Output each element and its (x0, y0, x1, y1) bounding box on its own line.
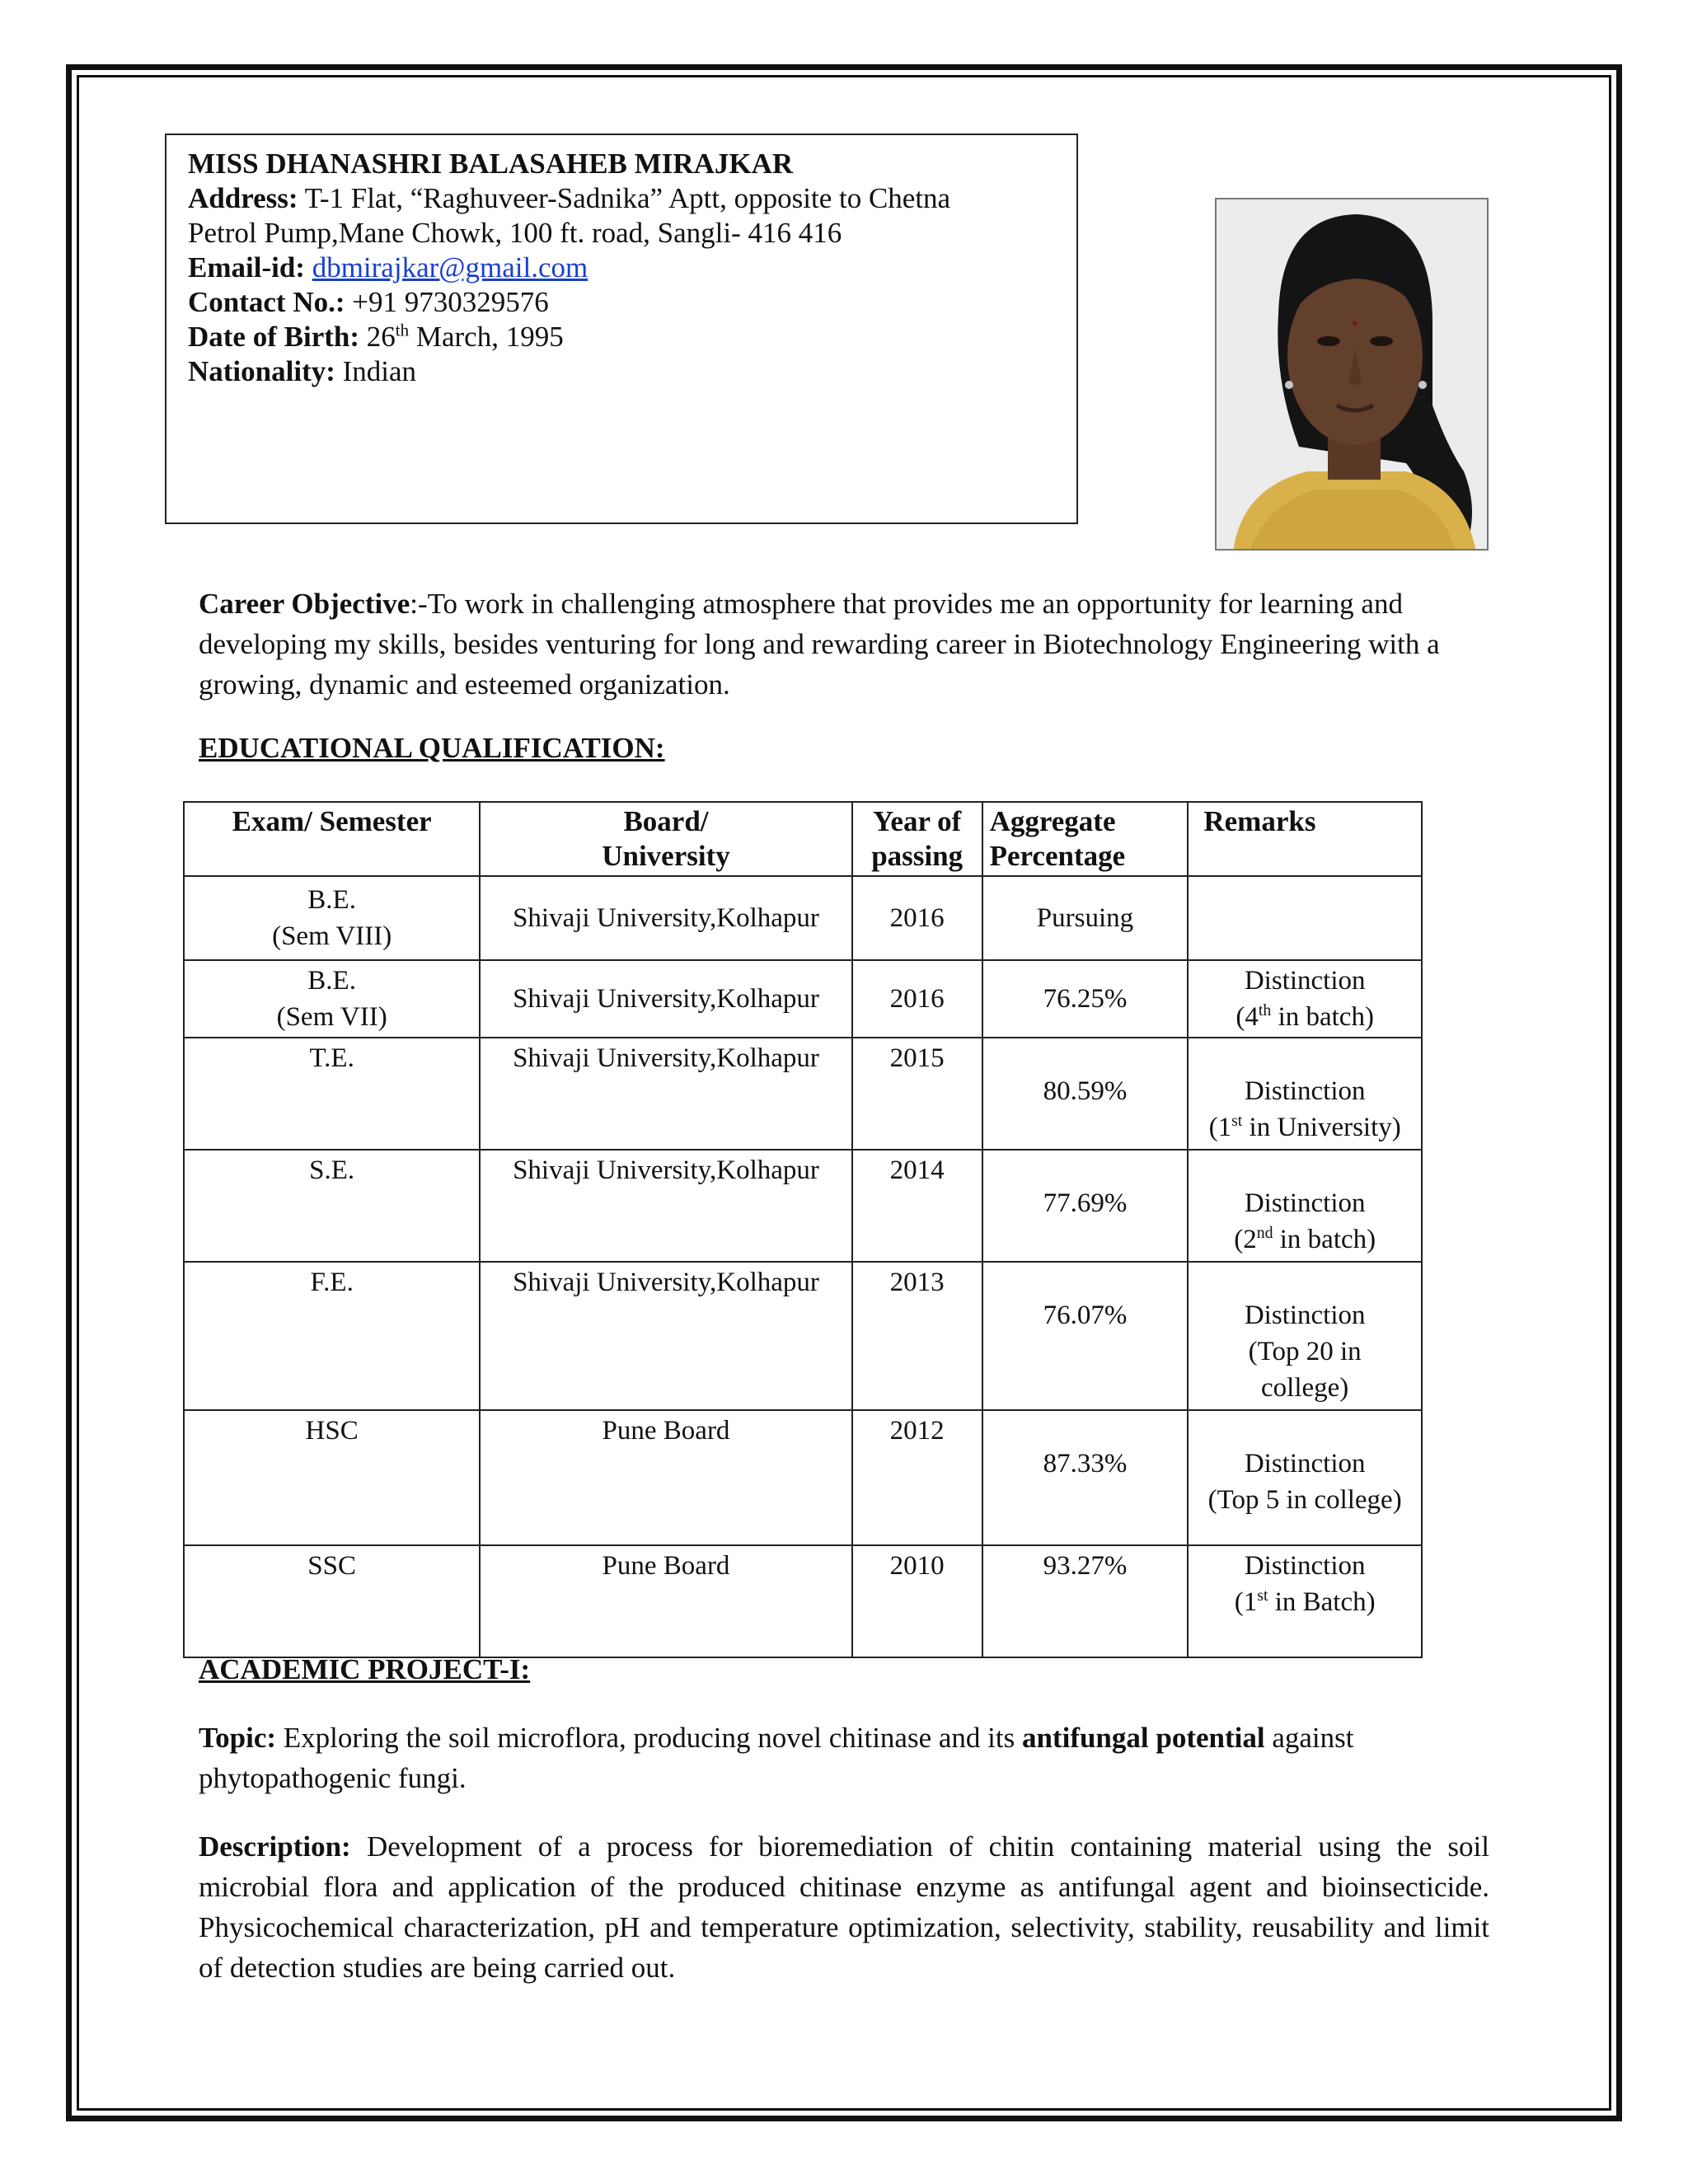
table-row (184, 1150, 1422, 1262)
dob-suffix: th (395, 320, 410, 340)
candidate-name: MISS DHANASHRI BALASAHEB MIRAJKAR (188, 148, 794, 180)
year-cell: 2014 (852, 1150, 982, 1262)
address-value: T-1 Flat, “Raghuveer-Sadnika” Aptt, opposite to Chetna (304, 182, 951, 214)
topic-label: Topic: (199, 1722, 277, 1754)
career-objective (199, 583, 1493, 705)
education-table (183, 801, 1423, 1658)
contact-row (188, 285, 1055, 320)
header-board: Board/ University (480, 802, 851, 876)
year-cell: 2010 (852, 1545, 982, 1657)
email-row (188, 251, 1055, 285)
exam-cell: B.E. (Sem VII) (184, 960, 480, 1038)
remarks-cell (1188, 876, 1422, 960)
address-line-1 (188, 181, 1055, 216)
project-heading: ACADEMIC PROJECT-I: (199, 1653, 531, 1685)
header-year: Year of passing (852, 802, 982, 876)
dob-row (188, 320, 1055, 354)
contact-label: Contact No.: (188, 286, 345, 318)
board-cell: Pune Board (480, 1545, 851, 1657)
profile-photo (1215, 198, 1489, 551)
dob-rest: March, 1995 (415, 321, 564, 353)
exam-cell: S.E. (184, 1150, 480, 1262)
project-description (199, 1826, 1489, 1988)
board-cell: Shivaji University,Kolhapur (480, 1262, 851, 1410)
portrait-illustration (1217, 199, 1489, 551)
table-row (184, 1038, 1422, 1150)
contact-value: +91 9730329576 (352, 286, 549, 318)
education-heading: EDUCATIONAL QUALIFICATION: (199, 732, 665, 764)
percentage-cell: 76.25% (982, 960, 1189, 1038)
board-cell: Pune Board (480, 1410, 851, 1545)
contact-box (165, 134, 1078, 524)
table-header-row (184, 802, 1422, 876)
address-line-2: Petrol Pump,Mane Chowk, 100 ft. road, Sangli- 416 416 (188, 217, 842, 249)
table-row (184, 1262, 1422, 1410)
board-cell: Shivaji University,Kolhapur (480, 1150, 851, 1262)
career-objective-label: Career Objective (199, 588, 410, 620)
nationality-value: Indian (342, 355, 417, 387)
nationality-row (188, 354, 1055, 389)
header-remarks: Remarks (1188, 802, 1422, 876)
remarks-cell: Distinction (Top 20 in college) (1188, 1262, 1422, 1410)
remarks-cell: Distinction (Top 5 in college) (1188, 1410, 1422, 1545)
exam-cell: F.E. (184, 1262, 480, 1410)
email-label: Email-id: (188, 251, 305, 284)
topic-text-2: against phytopathogenic fungi. (199, 1722, 1354, 1794)
year-cell: 2013 (852, 1262, 982, 1410)
percentage-cell: 77.69% (982, 1150, 1189, 1262)
email-link[interactable]: dbmirajkar@gmail.com (312, 251, 588, 284)
exam-cell: HSC (184, 1410, 480, 1545)
exam-cell: B.E. (Sem VIII) (184, 876, 480, 960)
topic-text-1: Exploring the soil microflora, producing novel chitinase and its (283, 1722, 1015, 1754)
percentage-cell: 87.33% (982, 1410, 1189, 1545)
remarks-cell: Distinction (2nd in batch) (1188, 1150, 1422, 1262)
board-cell: Shivaji University,Kolhapur (480, 876, 851, 960)
topic-bold: antifungal potential (1021, 1722, 1265, 1754)
year-cell: 2016 (852, 876, 982, 960)
board-cell: Shivaji University,Kolhapur (480, 1038, 851, 1150)
description-label: Description: (199, 1830, 351, 1863)
nationality-label: Nationality: (188, 355, 335, 387)
percentage-cell: 80.59% (982, 1038, 1189, 1150)
board-cell: Shivaji University,Kolhapur (480, 960, 851, 1038)
dob-label: Date of Birth: (188, 321, 360, 353)
exam-cell: SSC (184, 1545, 480, 1657)
table-row (184, 960, 1422, 1038)
career-objective-text: :-To work in challenging atmosphere that provides me an opportunity for learning and developing my skills, besides venturing for long and rewarding career in Biotechnology Engineering with a growing, dynamic and esteemed organization. (199, 588, 1440, 701)
dob-day: 26 (366, 321, 396, 353)
header-exam: Exam/ Semester (184, 802, 480, 876)
percentage-cell: 76.07% (982, 1262, 1189, 1410)
year-cell: 2012 (852, 1410, 982, 1545)
year-cell: 2016 (852, 960, 982, 1038)
exam-cell: T.E. (184, 1038, 480, 1150)
percentage-cell: Pursuing (982, 876, 1189, 960)
address-label: Address: (188, 182, 298, 214)
table-row (184, 1545, 1422, 1657)
year-cell: 2015 (852, 1038, 982, 1150)
remarks-cell: Distinction (4th in batch) (1188, 960, 1422, 1038)
project-topic (199, 1718, 1484, 1798)
percentage-cell: 93.27% (982, 1545, 1189, 1657)
table-row (184, 876, 1422, 960)
remarks-cell: Distinction (1st in Batch) (1188, 1545, 1422, 1657)
header-percentage: Aggregate Percentage (982, 802, 1189, 876)
table-row (184, 1410, 1422, 1545)
remarks-cell: Distinction (1st in University) (1188, 1038, 1422, 1150)
description-text: Development of a process for bioremediation of chitin containing material using the soil microbial flora and application of the produced chitinase enzyme as antifungal agent and bioinsecticide. Physicochemical characterization, pH and temperature optimization, selectivity, stability, reusability and limit of detection studies are being carried out. (199, 1830, 1489, 1984)
